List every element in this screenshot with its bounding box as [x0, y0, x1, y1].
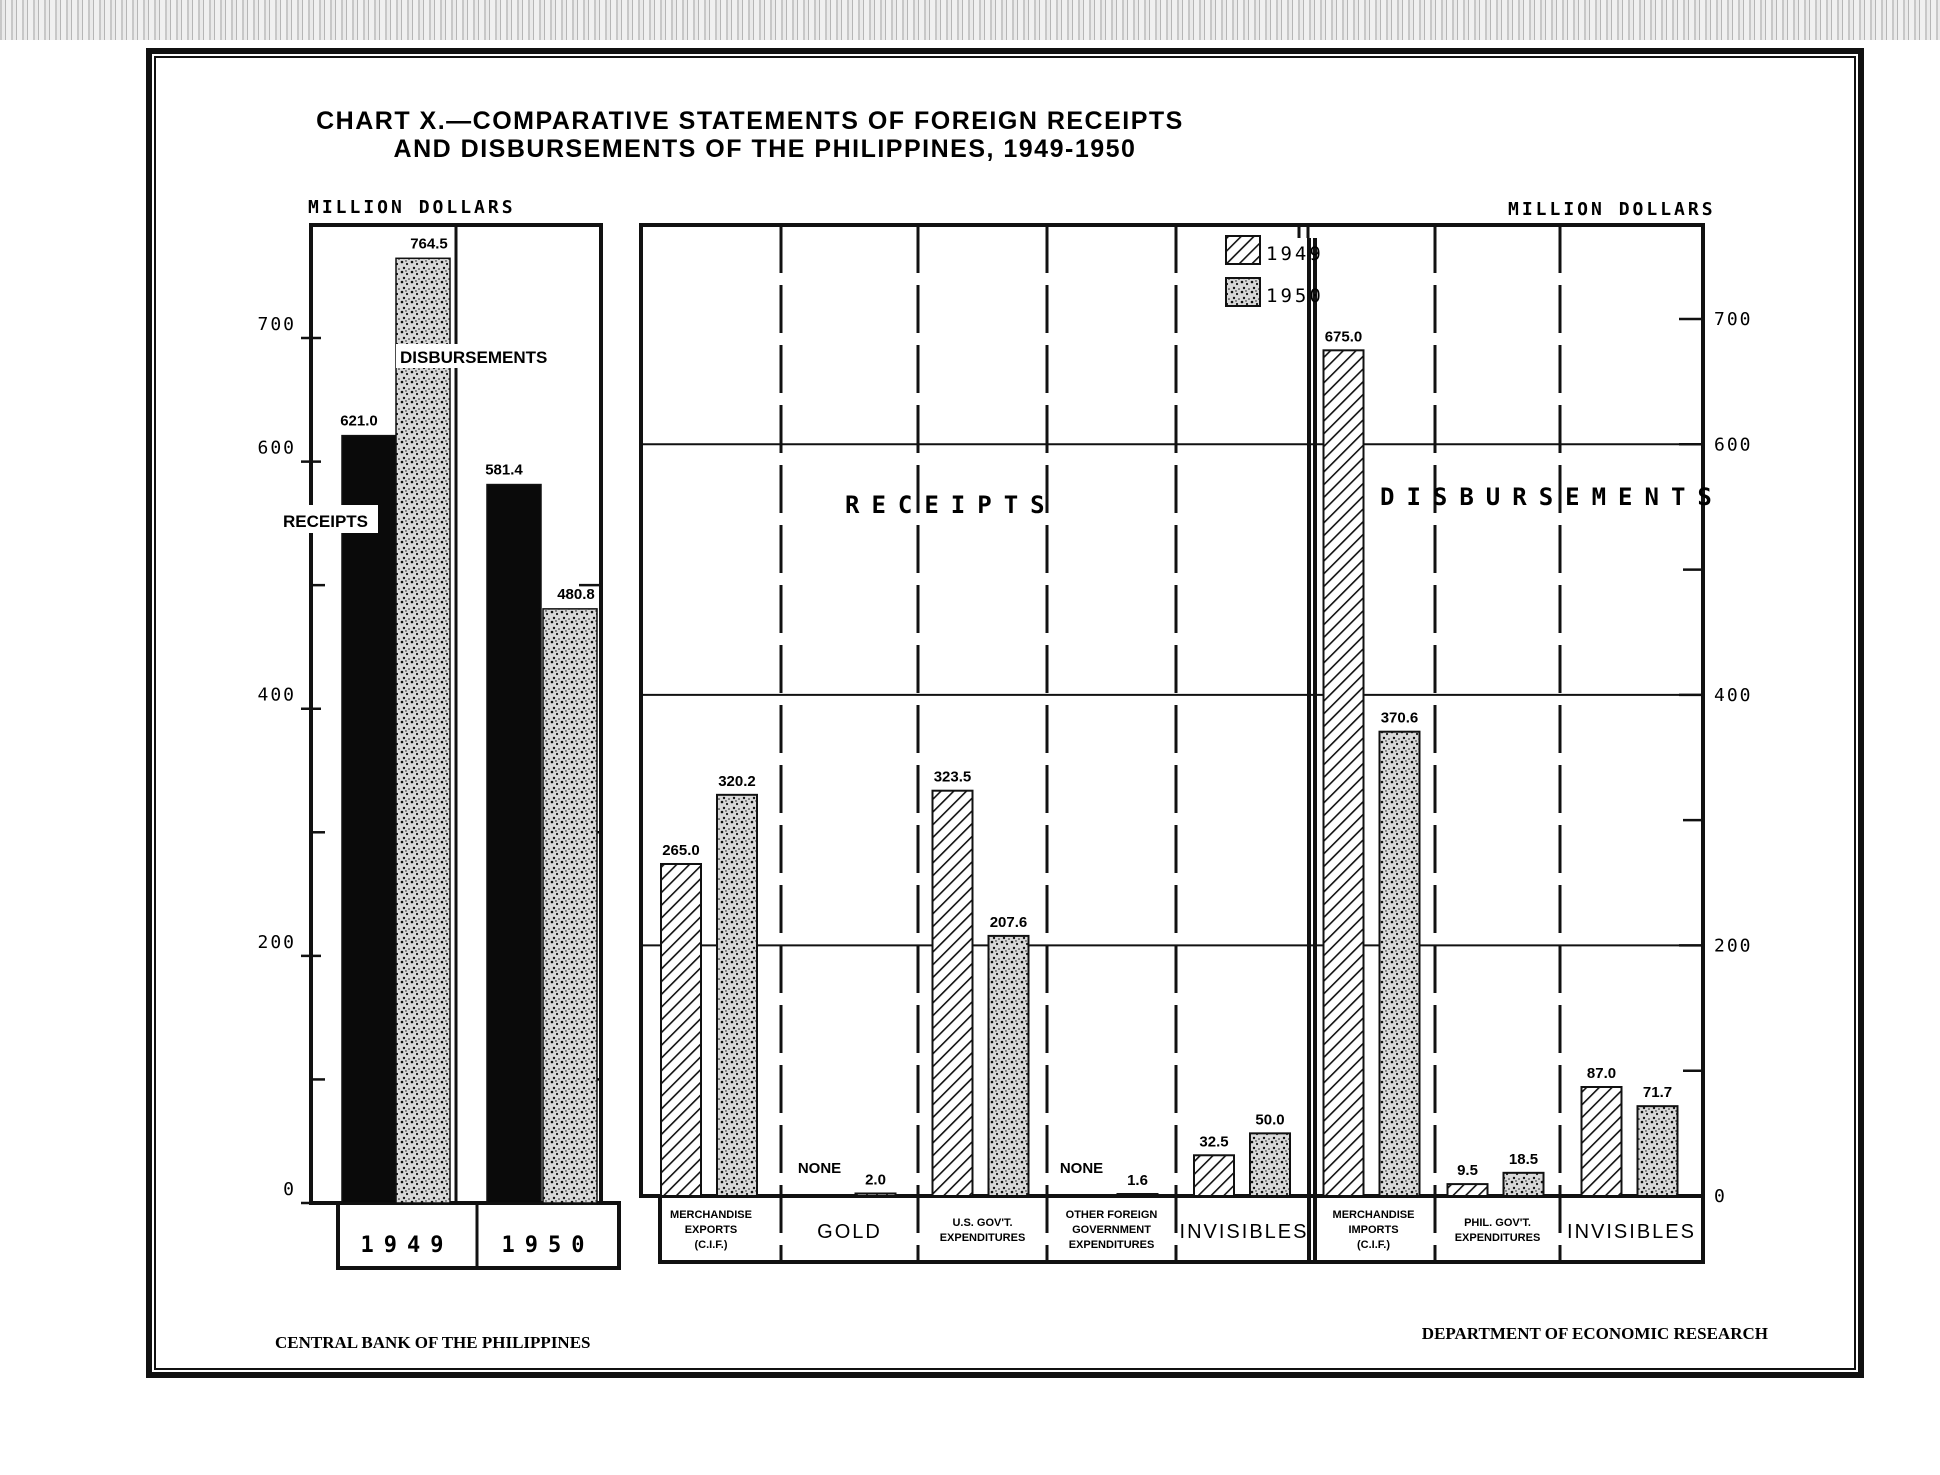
bar-value-label: 1.6 — [1127, 1171, 1148, 1189]
bar-value-label: 265.0 — [662, 841, 700, 859]
category-label: EXPORTS — [684, 1224, 738, 1236]
right-axis-tick-label: 200 — [1714, 935, 1753, 957]
bar-1950 — [1504, 1173, 1544, 1196]
bar-value-label: 32.5 — [1199, 1133, 1229, 1151]
category-label: (C.I.F.) — [1357, 1239, 1390, 1251]
category-label: INVISIBLES — [1179, 1221, 1309, 1243]
category-label: INVISIBLES — [1567, 1221, 1696, 1243]
bar-value-label: NONE — [1059, 1160, 1104, 1177]
right-axis-tick-label: 0 — [1714, 1186, 1727, 1207]
bar-value-label: 323.5 — [933, 768, 972, 786]
category-label: OTHER FOREIGN — [1065, 1209, 1158, 1221]
bar-receipts-1950 — [487, 485, 541, 1203]
bar-1950 — [1638, 1106, 1678, 1196]
bar-value-label: 87.0 — [1586, 1065, 1617, 1083]
bar-1950 — [1380, 732, 1420, 1196]
category-label: MERCHANDISE — [670, 1209, 752, 1221]
footer-right: DEPARTMENT OF ECONOMIC RESEARCH — [1421, 1324, 1768, 1343]
legend-swatch-1950 — [1226, 278, 1260, 306]
bar-1949 — [661, 864, 701, 1196]
left-axis-tick-label: 400 — [257, 684, 296, 706]
left-axis-unit: MILLION DOLLARS — [308, 197, 516, 218]
bar-receipts-1949 — [342, 436, 396, 1203]
bar-value-label: NONE — [797, 1160, 842, 1177]
bar-1949 — [933, 791, 973, 1196]
category-label: EXPENDITURES — [939, 1232, 1026, 1244]
bar-value-label: 480.8 — [557, 585, 595, 603]
bar-disbursements-1950 — [543, 609, 597, 1203]
bar-1949 — [1324, 350, 1364, 1196]
receipts-annotation: RECEIPTS — [283, 512, 369, 531]
bar-value-label: 2.0 — [865, 1171, 886, 1189]
chart-title-line2: AND DISBURSEMENTS OF THE PHILIPPINES, 1949-1950 — [393, 135, 1137, 163]
bar-value-label: 621.0 — [340, 412, 378, 430]
bar-value-label: 9.5 — [1457, 1162, 1478, 1180]
disbursements-section-label: DISBURSEMENTS — [1380, 483, 1724, 511]
bar-value-label: 675.0 — [1324, 328, 1363, 346]
bar-value-label: 764.5 — [410, 235, 448, 253]
category-label: EXPENDITURES — [1068, 1239, 1155, 1251]
footer-left: CENTRAL BANK OF THE PHILIPPINES — [275, 1333, 591, 1352]
bar-value-label: 320.2 — [718, 772, 756, 790]
bar-1949 — [1582, 1087, 1622, 1196]
right-axis-unit: MILLION DOLLARS — [1508, 199, 1716, 220]
right-axis-tick-label: 700 — [1714, 309, 1753, 330]
bar-value-label: 18.5 — [1508, 1150, 1539, 1168]
right-plot-border — [641, 225, 1703, 1196]
bar-1950 — [1118, 1194, 1158, 1196]
right-detail-panel — [641, 225, 1753, 1262]
left-axis-tick-label: 600 — [257, 437, 296, 459]
legend-swatch-1949 — [1226, 236, 1260, 264]
left-summary-panel — [257, 225, 619, 1268]
bar-1949 — [1448, 1184, 1488, 1196]
category-label: PHIL. GOV'T. — [1464, 1217, 1531, 1229]
category-label: GOVERNMENT — [1072, 1224, 1151, 1236]
chart-title-line1: CHART X.—COMPARATIVE STATEMENTS OF FOREIGN RECEIPTS — [316, 107, 1184, 135]
disbursements-annotation: DISBURSEMENTS — [400, 348, 548, 367]
category-label: (C.I.F.) — [694, 1239, 728, 1251]
legend-label: 1950 — [1266, 285, 1324, 307]
bar-value-label: 207.6 — [989, 913, 1028, 931]
right-axis-tick-label: 600 — [1714, 434, 1753, 456]
left-axis-tick-label: 700 — [257, 314, 296, 335]
bar-value-label: 370.6 — [1380, 709, 1419, 727]
bar-1950 — [1250, 1133, 1290, 1196]
right-axis-tick-label: 400 — [1714, 684, 1753, 706]
legend-label: 1949 — [1266, 243, 1324, 265]
category-label: EXPENDITURES — [1454, 1232, 1541, 1244]
left-category-label: 1950 — [501, 1233, 595, 1258]
bar-1950 — [717, 795, 757, 1196]
category-label: U.S. GOV'T. — [952, 1217, 1013, 1229]
left-category-label: 1949 — [360, 1233, 454, 1258]
category-label: GOLD — [817, 1221, 882, 1243]
category-label: MERCHANDISE — [1332, 1209, 1415, 1221]
left-axis-tick-label: 0 — [283, 1179, 296, 1200]
bar-disbursements-1949 — [396, 258, 450, 1203]
left-axis-tick-label: 200 — [257, 931, 296, 953]
category-label: IMPORTS — [1348, 1224, 1399, 1236]
bar-1949 — [1194, 1155, 1234, 1196]
bar-1950 — [856, 1193, 896, 1196]
bar-1950 — [989, 936, 1029, 1196]
bar-value-label: 581.4 — [485, 461, 523, 479]
receipts-section-label: RECEIPTS — [845, 491, 1057, 519]
bar-value-label: 50.0 — [1255, 1111, 1285, 1129]
bar-value-label: 71.7 — [1642, 1084, 1673, 1102]
